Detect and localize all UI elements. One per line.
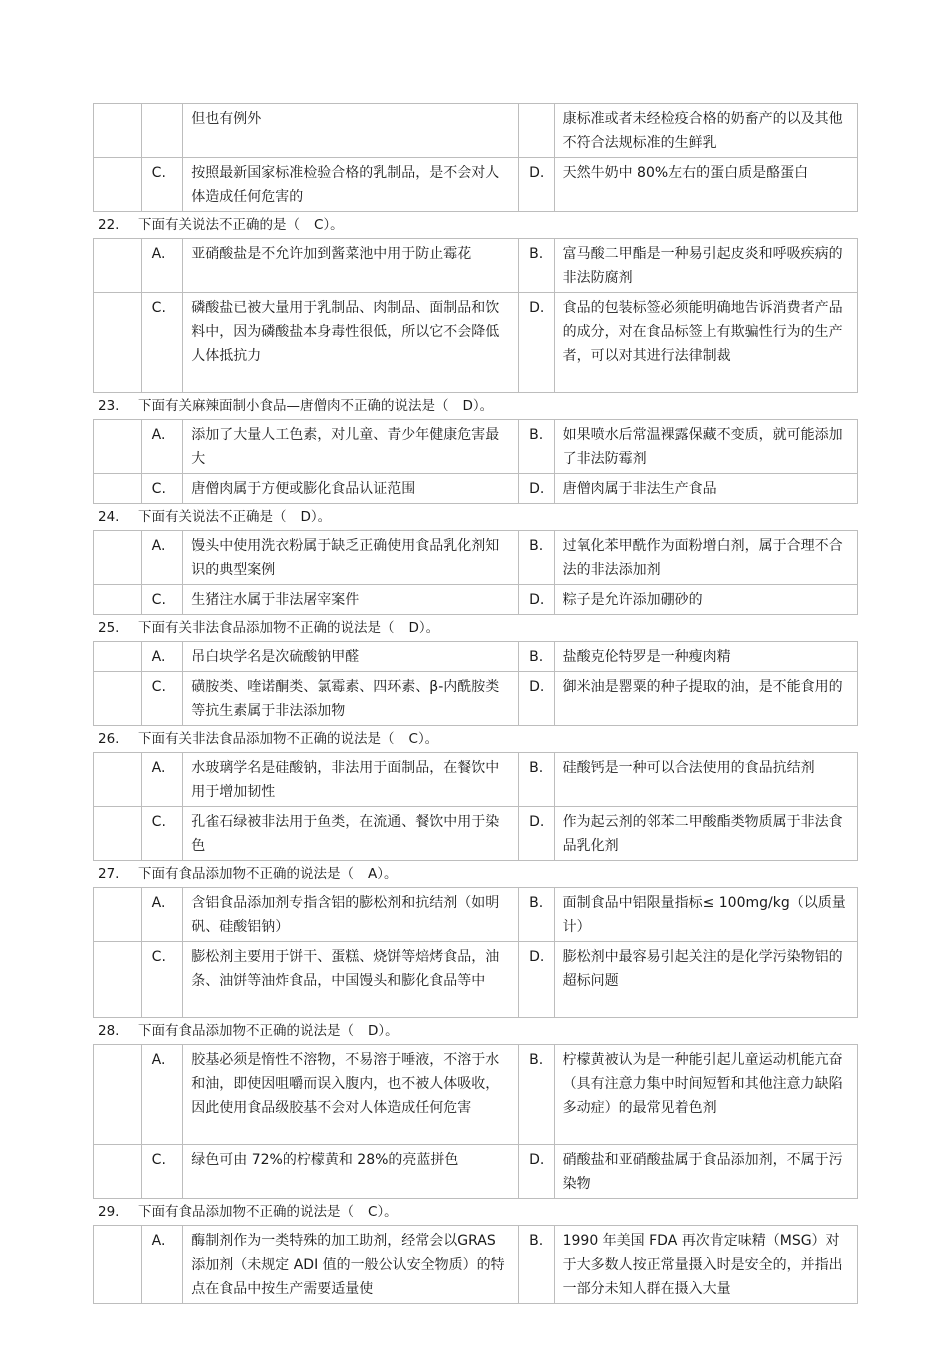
option-text: 按照最新国家标准检验合格的乳制品，是不会对人体造成任何危害的 <box>183 158 519 212</box>
option-text: 胶基必须是惰性不溶物，不易溶于唾液，不溶于水和油，即使因咀嚼而误入腹内，也不被人体吸收，因此使用食品级胶基不会对人体造成任何危害 <box>183 1045 519 1145</box>
option-label: A. <box>141 531 183 585</box>
option-text: 添加了大量人工色素，对儿童、青少年健康危害最大 <box>183 420 519 474</box>
question-answer: C <box>408 731 418 747</box>
question-number: 25. <box>98 620 120 636</box>
options-table-25 <box>93 641 858 726</box>
option-label: A. <box>141 239 183 293</box>
question-answer: A <box>368 866 378 882</box>
question-answer: D <box>462 398 473 414</box>
option-label: B. <box>519 531 555 585</box>
question-stem: 下面有关说法不正确的是（ <box>138 217 300 233</box>
question-stem: 下面有关说法不正确是（ <box>138 509 287 525</box>
option-text: 孔雀石绿被非法用于鱼类，在流通、餐饮中用于染色 <box>183 807 519 861</box>
option-text: 粽子是允许添加硼砂的 <box>554 585 857 615</box>
option-label: D. <box>519 807 555 861</box>
table-row <box>94 642 858 672</box>
question-end: ）。 <box>418 620 440 636</box>
question-stem: 下面有关麻辣面制小食品—唐僧肉不正确的说法是（ <box>138 398 449 414</box>
table-row <box>94 1145 858 1199</box>
question-28 <box>93 1018 858 1044</box>
question-29 <box>93 1199 858 1225</box>
question-number: 23. <box>98 398 120 414</box>
option-text: 磺胺类、喹诺酮类、氯霉素、四环素、β-内酰胺类等抗生素属于非法添加物 <box>183 672 519 726</box>
option-label: D. <box>519 158 555 212</box>
option-label: B. <box>519 1226 555 1304</box>
option-text: 膨松剂中最容易引起关注的是化学污染物铝的超标问题 <box>554 942 857 1018</box>
option-text: 面制食品中铝限量指标≤ 100mg/kg（以质量计） <box>554 888 857 942</box>
options-table-23 <box>93 419 858 504</box>
exam-page <box>93 103 858 1304</box>
table-row <box>94 104 858 158</box>
option-label: A. <box>141 753 183 807</box>
question-26 <box>93 726 858 752</box>
option-label: D. <box>519 942 555 1018</box>
table-row <box>94 474 858 504</box>
option-text: 亚硝酸盐是不允许加到酱菜池中用于防止霉花 <box>183 239 519 293</box>
option-label: C. <box>141 672 183 726</box>
option-text: 盐酸克伦特罗是一种瘦肉精 <box>554 642 857 672</box>
question-27 <box>93 861 858 887</box>
option-label: C. <box>141 474 183 504</box>
question-stem: 下面有关非法食品添加物不正确的说法是（ <box>138 731 395 747</box>
option-label <box>141 104 183 158</box>
options-table-29 <box>93 1225 858 1304</box>
option-text: 过氧化苯甲酰作为面粉增白剂，属于合理不合法的非法添加剂 <box>554 531 857 585</box>
option-label: D. <box>519 474 555 504</box>
option-label: C. <box>141 807 183 861</box>
question-answer: D <box>408 620 419 636</box>
option-text: 生猪注水属于非法屠宰案件 <box>183 585 519 615</box>
question-end: ）。 <box>310 509 332 525</box>
question-23 <box>93 393 858 419</box>
question-24 <box>93 504 858 530</box>
question-stem: 下面有食品添加物不正确的说法是（ <box>138 866 354 882</box>
question-number: 29. <box>98 1204 120 1220</box>
table-row <box>94 807 858 861</box>
question-number: 27. <box>98 866 120 882</box>
option-label: D. <box>519 672 555 726</box>
table-row <box>94 753 858 807</box>
question-stem: 下面有食品添加物不正确的说法是（ <box>138 1023 354 1039</box>
option-text: 硝酸盐和亚硝酸盐属于食品添加剂，不属于污染物 <box>554 1145 857 1199</box>
question-number: 22. <box>98 217 120 233</box>
table-row <box>94 585 858 615</box>
question-number: 28. <box>98 1023 120 1039</box>
table-row <box>94 531 858 585</box>
option-label: B. <box>519 239 555 293</box>
option-text: 硅酸钙是一种可以合法使用的食品抗结剂 <box>554 753 857 807</box>
question-end: ）。 <box>323 217 344 233</box>
option-text: 吊白块学名是次硫酸钠甲醛 <box>183 642 519 672</box>
option-text: 康标准或者未经检疫合格的奶畜产的以及其他不符合法规标准的生鲜乳 <box>554 104 857 158</box>
option-label: B. <box>519 753 555 807</box>
table-row <box>94 1226 858 1304</box>
question-answer: C <box>368 1204 378 1220</box>
option-text: 馒头中使用洗衣粉属于缺乏正确使用食品乳化剂知识的典型案例 <box>183 531 519 585</box>
option-text: 含铝食品添加剂专指含铝的膨松剂和抗结剂（如明矾、硅酸铝钠） <box>183 888 519 942</box>
option-text: 如果喷水后常温裸露保藏不变质，就可能添加了非法防霉剂 <box>554 420 857 474</box>
table-row <box>94 420 858 474</box>
option-label: B. <box>519 420 555 474</box>
options-table-28 <box>93 1044 858 1199</box>
option-text: 酶制剂作为一类特殊的加工助剂，经常会以GRAS 添加剂（未规定 ADI 值的一般公认安全物质）的特点在食品中按生产需要适量使 <box>183 1226 519 1304</box>
option-label: C. <box>141 585 183 615</box>
option-text: 柠檬黄被认为是一种能引起儿童运动机能亢奋（具有注意力集中时间短暂和其他注意力缺陷多动症）的最常见着色剂 <box>554 1045 857 1145</box>
table-row <box>94 293 858 393</box>
question-22 <box>93 212 858 238</box>
question-end: ）。 <box>417 731 439 747</box>
option-text: 水玻璃学名是硅酸钠，非法用于面制品，在餐饮中用于增加韧性 <box>183 753 519 807</box>
table-row <box>94 239 858 293</box>
option-label: B. <box>519 888 555 942</box>
option-text: 食品的包装标签必须能明确地告诉消费者产品的成分，对在食品标签上有欺骗性行为的生产者，可以对其进行法律制裁 <box>554 293 857 393</box>
question-end: ）。 <box>378 1023 399 1039</box>
option-text: 膨松剂主要用于饼干、蛋糕、烧饼等焙烤食品，油条、油饼等油炸食品，中国馒头和膨化食品等中 <box>183 942 519 1018</box>
option-label: B. <box>519 642 555 672</box>
question-25 <box>93 615 858 641</box>
table-row <box>94 888 858 942</box>
question-answer: D <box>300 509 311 525</box>
options-table-24 <box>93 530 858 615</box>
option-label: A. <box>141 1045 183 1145</box>
option-text: 御米油是罂粟的种子提取的油，是不能食用的 <box>554 672 857 726</box>
table-row <box>94 942 858 1018</box>
option-label: A. <box>141 420 183 474</box>
table-row <box>94 1045 858 1145</box>
options-table-27 <box>93 887 858 1018</box>
question-answer: C <box>314 217 324 233</box>
option-text: 磷酸盐已被大量用于乳制品、肉制品、面制品和饮料中，因为磷酸盐本身毒性很低，所以它不会降低人体抵抗力 <box>183 293 519 393</box>
option-text: 富马酸二甲酯是一种易引起皮炎和呼吸疾病的非法防腐剂 <box>554 239 857 293</box>
option-text: 唐僧肉属于非法生产食品 <box>554 474 857 504</box>
table-row <box>94 672 858 726</box>
option-label: A. <box>141 642 183 672</box>
question-end: ）。 <box>472 398 494 414</box>
option-label: D. <box>519 1145 555 1199</box>
option-text: 唐僧肉属于方便或膨化食品认证范围 <box>183 474 519 504</box>
option-label: A. <box>141 888 183 942</box>
option-label: C. <box>141 293 183 393</box>
option-text: 绿色可由 72%的柠檬黄和 28%的亮蓝拼色 <box>183 1145 519 1199</box>
option-label: C. <box>141 942 183 1018</box>
option-label: A. <box>141 1226 183 1304</box>
option-label <box>519 104 555 158</box>
options-table-21 <box>93 103 858 212</box>
option-text: 作为起云剂的邻苯二甲酸酯类物质属于非法食品乳化剂 <box>554 807 857 861</box>
option-text: 1990 年美国 FDA 再次肯定味精（MSG）对于大多数人按正常量摄入时是安全的，并指出一部分未知人群在摄入大量 <box>554 1226 857 1304</box>
option-label: C. <box>141 1145 183 1199</box>
options-table-22 <box>93 238 858 393</box>
question-number: 24. <box>98 509 120 525</box>
question-stem: 下面有食品添加物不正确的说法是（ <box>138 1204 354 1220</box>
question-stem: 下面有关非法食品添加物不正确的说法是（ <box>138 620 395 636</box>
option-text: 天然牛奶中 80%左右的蛋白质是酪蛋白 <box>554 158 857 212</box>
option-label: D. <box>519 293 555 393</box>
option-label: D. <box>519 585 555 615</box>
question-number: 26. <box>98 731 120 747</box>
table-row <box>94 158 858 212</box>
option-label: C. <box>141 158 183 212</box>
option-text: 但也有例外 <box>183 104 519 158</box>
option-label: B. <box>519 1045 555 1145</box>
question-answer: D <box>368 1023 379 1039</box>
options-table-26 <box>93 752 858 861</box>
question-end: ）。 <box>377 866 398 882</box>
question-end: ）。 <box>377 1204 398 1220</box>
